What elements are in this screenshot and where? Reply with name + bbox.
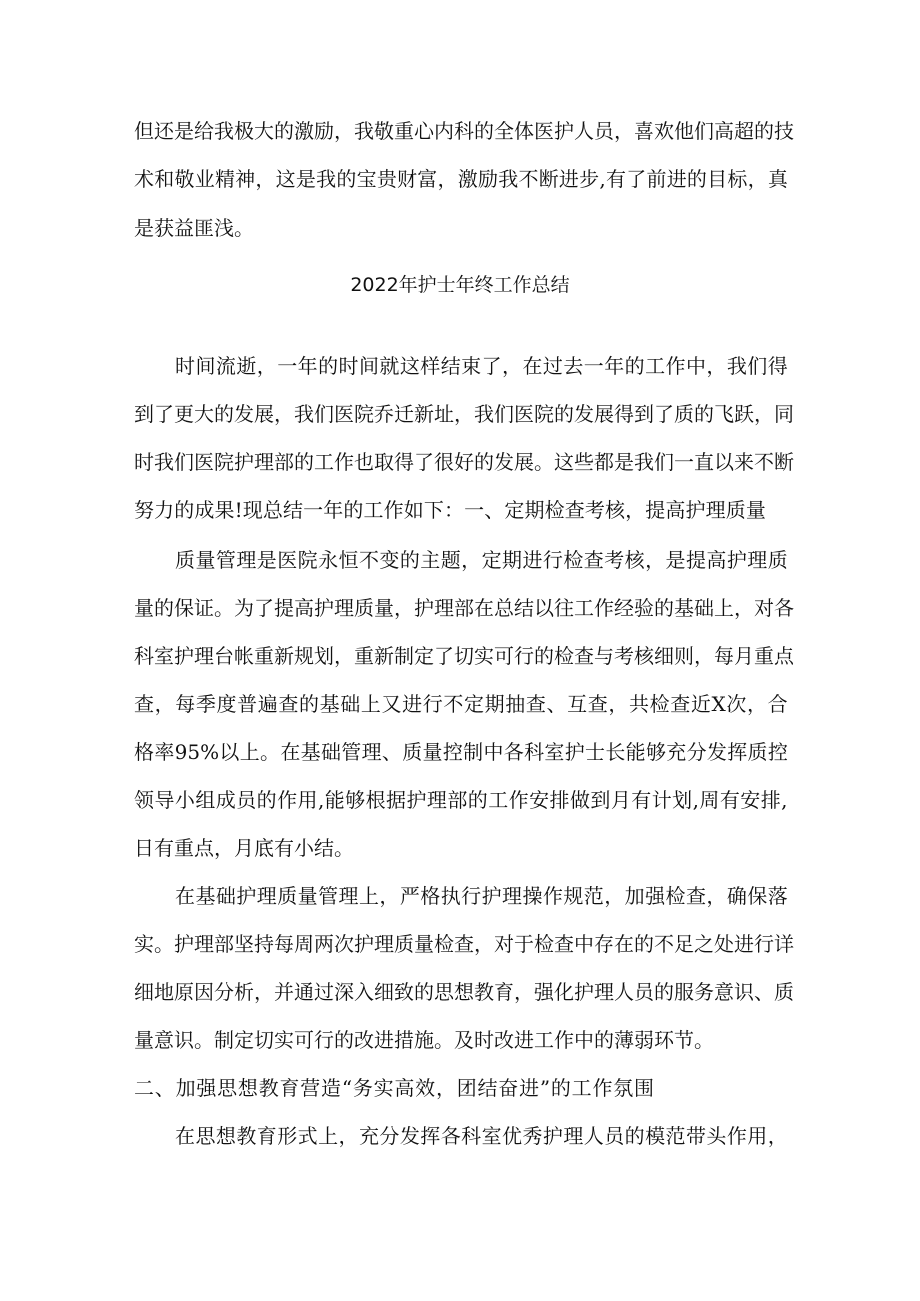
text-line: 量 的 保 证 。 为 了 提 高 护 理 质 量 ， 护 理 部 在 总 结 以 往 工 作 经 验 的 基 础 上 ， 对 各 <box>134 596 794 620</box>
text-line: 在 基 础 护 理 质 量 管 理 上 ， 严 格 执 行 护 理 操 作 规 范 ， 加 强 检 查 ， 确 保 落 <box>175 884 788 908</box>
text-line: 时 间 流 逝 ， 一 年 的 时 间 就 这 样 结 束 了 ， 在 过 去 一 年 的 工 作 中 ， 我 们 得 <box>175 354 788 378</box>
text-line: 实 。 护 理 部 坚 持 每 周 两 次 护 理 质 量 检 查 ， 对 于 检 查 中 存 在 的 不 足 之 处 进 行 详 <box>134 932 794 956</box>
text-line: 细 地 原 因 分 析 ， 并 通 过 深 入 细 致 的 思 想 教 育 ， 强 化 护 理 人 员 的 服 务 意 识 、 质 <box>134 980 794 1004</box>
text-line: 日有重点，月底有小结。 <box>134 836 354 860</box>
text-line: 领 导 小 组 成 员 的 作 用 , 能 够 根 据 护 理 部 的 工 作 安 排 做 到 月 有 计 划 , 周 有 安 排 , <box>134 788 788 812</box>
text-line: 量 意 识 。 制 定 切 实 可 行 的 改 进 措 施 。 及 时 改 进 工 作 中 的 薄 弱 环 节 。 <box>134 1028 714 1052</box>
text-line: 是获益匪浅。 <box>134 216 254 240</box>
text-line: 质 量 管 理 是 医 院 永 恒 不 变 的 主 题 ， 定 期 进 行 检 查 考 核 ， 是 提 高 护 理 质 <box>175 548 788 572</box>
text-line: 格 率 95% 以 上 。 在 基 础 管 理 、 质 量 控 制 中 各 科 室 护 士 长 能 够 充 分 发 挥 质 控 <box>134 740 788 764</box>
text-line: 但 还 是 给 我 极 大 的 激 励 ， 我 敬 重 心 内 科 的 全 体 医 护 人 员 ， 喜 欢 他 们 高 超 的 技 <box>134 119 794 143</box>
text-line: 科 室 护 理 台 帐 重 新 规 划 ， 重 新 制 定 了 切 实 可 行 的 检 查 与 考 核 细 则 ， 每 月 重 点 <box>134 644 794 668</box>
section-heading: 二 、 加 强 思 想 教 育 营 造 “ 务 实 高 效 ， 团 结 奋 进 ” 的 工 作 氛 围 <box>134 1076 654 1100</box>
text-line: 在 思 想 教 育 形 式 上 ， 充 分 发 挥 各 科 室 优 秀 护 理 人 员 的 模 范 带 头 作 用 ， <box>175 1124 788 1148</box>
text-line: 时 我 们 医 院 护 理 部 的 工 作 也 取 得 了 很 好 的 发 展 。 这 些 都 是 我 们 一 直 以 来 不 断 <box>134 450 794 474</box>
text-line: 术 和 敬 业 精 神 ， 这 是 我 的 宝 贵 财 富 ， 激 励 我 不 断 进 步 , 有 了 前 进 的 目 标 ， 真 <box>134 167 788 191</box>
text-line: 查 ， 每 季 度 普 遍 查 的 基 础 上 又 进 行 不 定 期 抽 查 、 互 查 ， 共 检 查 近 X 次 ， 合 <box>134 692 788 716</box>
document-title: 2022年护士年终工作总结 <box>350 274 570 296</box>
text-line: 努 力 的 成 果 ! 现 总 结 一 年 的 工 作 如 下 ： 一 、 定 期 检 查 考 核 ， 提 高 护 理 质 量 <box>134 498 766 522</box>
text-line: 到 了 更 大 的 发 展 ， 我 们 医 院 乔 迁 新 址 ， 我 们 医 院 的 发 展 得 到 了 质 的 飞 跃 ， 同 <box>134 402 794 426</box>
